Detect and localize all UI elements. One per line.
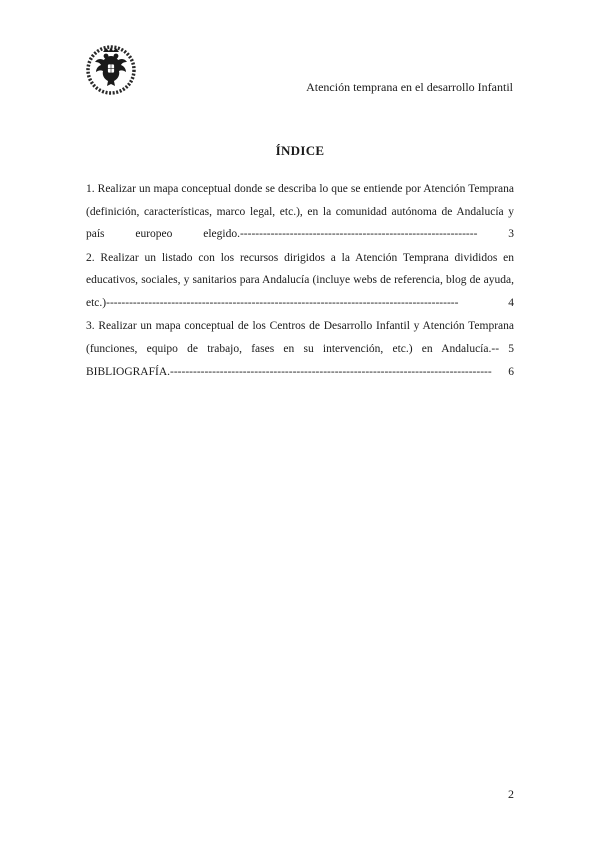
toc-leader-dots: --: [491, 342, 500, 355]
index-title: ÍNDICE: [275, 143, 325, 158]
toc-entry-2[interactable]: [86, 247, 514, 315]
toc-entry-page: 6: [508, 366, 514, 378]
toc-entry-page: 4: [508, 296, 514, 309]
toc-entry-text: BIBLIOGRAFÍA.: [86, 366, 171, 378]
page-number: 2: [508, 787, 514, 801]
toc-entry-4[interactable]: [86, 361, 514, 384]
toc-leader-dots: --------------------------------------------------------------: [239, 228, 478, 240]
toc-entry-text: 2. Realizar un listado con los recursos dirigidos a la Atención Temprana divididos en educativos, sociales, y sanitarios para Andalucía (incluye webs de referencia, blog de ayuda, etc.): [86, 251, 514, 309]
running-header-title: Atención temprana en el desarrollo Infantil: [306, 80, 513, 94]
toc-entry-page: 3: [508, 228, 514, 240]
toc-entry-1[interactable]: [86, 178, 514, 246]
toc-entry-text: 3. Realizar un mapa conceptual de los Centros de Desarrollo Infantil y Atención Temprana (funciones, equipo de trabajo, fases en su intervención, etc.) en Andalucía.: [86, 320, 514, 355]
toc-leader-dots: ------------------------------------------------------------------------------------: [170, 366, 492, 378]
table-of-contents: [86, 178, 514, 385]
toc-entry-page: 5: [508, 342, 514, 355]
toc-leader-dots: --------------------------------------------------------------------------------------------: [106, 296, 459, 309]
university-crest-logo: [83, 43, 139, 95]
toc-entry-3[interactable]: [86, 315, 514, 360]
toc-entry-text: 1. Realizar un mapa conceptual donde se describa lo que se entiende por Atención Temprana (definición, características, marco legal, etc.), en la comunidad autónoma de Andalucía y país europeo elegido.: [86, 183, 514, 240]
